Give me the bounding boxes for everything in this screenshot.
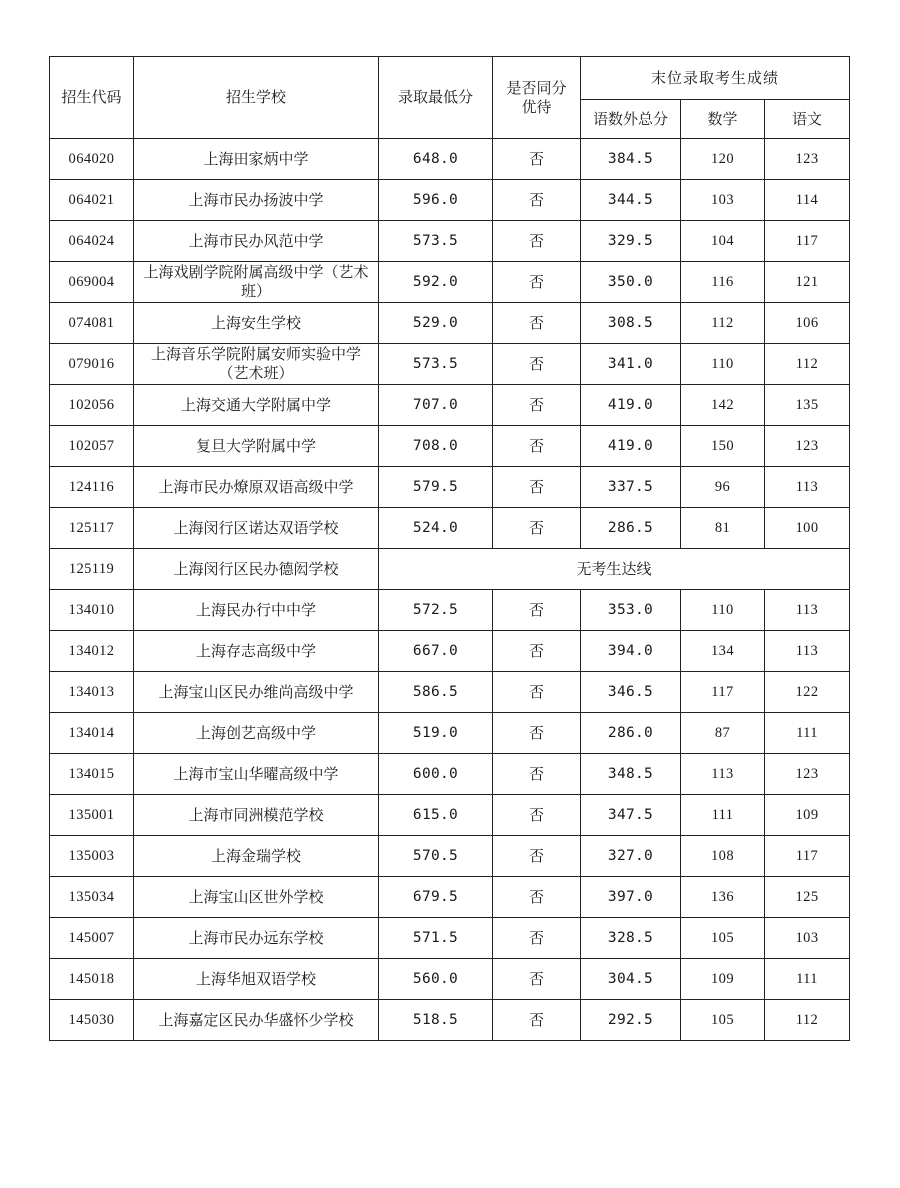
cell-min-score: 579.5 xyxy=(379,467,493,508)
table-header xyxy=(50,57,850,139)
cell-code: 135001 xyxy=(50,795,134,836)
cell-min-score: 600.0 xyxy=(379,754,493,795)
cell-math: 116 xyxy=(681,262,765,303)
cell-total-cme: 347.5 xyxy=(581,795,681,836)
cell-min-score: 518.5 xyxy=(379,1000,493,1041)
cell-chinese: 113 xyxy=(765,631,850,672)
cell-total-cme: 419.0 xyxy=(581,385,681,426)
cell-same-score-preference: 否 xyxy=(493,262,581,303)
cell-total-cme: 341.0 xyxy=(581,344,681,385)
header-code: 招生代码 xyxy=(50,57,134,139)
header-school: 招生学校 xyxy=(134,57,379,139)
cell-total-cme: 286.0 xyxy=(581,713,681,754)
cell-same-score-preference: 否 xyxy=(493,344,581,385)
cell-chinese: 121 xyxy=(765,262,850,303)
cell-chinese: 113 xyxy=(765,590,850,631)
cell-same-score-preference: 否 xyxy=(493,959,581,1000)
cell-code: 064021 xyxy=(50,180,134,221)
cell-same-score-preference: 否 xyxy=(493,754,581,795)
cell-same-score-preference: 否 xyxy=(493,385,581,426)
cell-same-score-preference: 否 xyxy=(493,672,581,713)
cell-same-score-preference: 否 xyxy=(493,180,581,221)
cell-school: 上海宝山区世外学校 xyxy=(134,877,379,918)
cell-chinese: 122 xyxy=(765,672,850,713)
cell-total-cme: 397.0 xyxy=(581,877,681,918)
cell-math: 142 xyxy=(681,385,765,426)
cell-same-score-preference: 否 xyxy=(493,918,581,959)
cell-min-score: 529.0 xyxy=(379,303,493,344)
table-row xyxy=(50,139,850,180)
table-row xyxy=(50,221,850,262)
admission-score-table xyxy=(49,56,850,1041)
cell-total-cme: 394.0 xyxy=(581,631,681,672)
cell-school: 上海嘉定区民办华盛怀少学校 xyxy=(134,1000,379,1041)
cell-math: 111 xyxy=(681,795,765,836)
cell-school: 上海交通大学附属中学 xyxy=(134,385,379,426)
cell-chinese: 106 xyxy=(765,303,850,344)
cell-code: 134014 xyxy=(50,713,134,754)
cell-math: 112 xyxy=(681,303,765,344)
table-row xyxy=(50,877,850,918)
table-row xyxy=(50,672,850,713)
cell-min-score: 573.5 xyxy=(379,344,493,385)
table-row xyxy=(50,836,850,877)
cell-code: 064020 xyxy=(50,139,134,180)
cell-total-cme: 384.5 xyxy=(581,139,681,180)
table-row xyxy=(50,467,850,508)
cell-same-score-preference: 否 xyxy=(493,795,581,836)
cell-code: 124116 xyxy=(50,467,134,508)
table-row xyxy=(50,426,850,467)
cell-same-score-preference: 否 xyxy=(493,508,581,549)
cell-chinese: 103 xyxy=(765,918,850,959)
cell-math: 110 xyxy=(681,590,765,631)
cell-math: 117 xyxy=(681,672,765,713)
cell-code: 134012 xyxy=(50,631,134,672)
cell-math: 103 xyxy=(681,180,765,221)
header-chinese: 语文 xyxy=(765,100,850,139)
header-last-admitted-group: 末位录取考生成绩 xyxy=(581,57,850,100)
cell-min-score: 708.0 xyxy=(379,426,493,467)
cell-code: 074081 xyxy=(50,303,134,344)
cell-same-score-preference: 否 xyxy=(493,590,581,631)
cell-math: 96 xyxy=(681,467,765,508)
cell-school: 上海市民办燎原双语高级中学 xyxy=(134,467,379,508)
cell-math: 109 xyxy=(681,959,765,1000)
cell-chinese: 123 xyxy=(765,426,850,467)
cell-chinese: 125 xyxy=(765,877,850,918)
cell-code: 134010 xyxy=(50,590,134,631)
cell-chinese: 100 xyxy=(765,508,850,549)
cell-total-cme: 348.5 xyxy=(581,754,681,795)
table-row xyxy=(50,631,850,672)
cell-school: 复旦大学附属中学 xyxy=(134,426,379,467)
cell-math: 87 xyxy=(681,713,765,754)
cell-chinese: 117 xyxy=(765,836,850,877)
header-math: 数学 xyxy=(681,100,765,139)
cell-code: 145018 xyxy=(50,959,134,1000)
cell-math: 136 xyxy=(681,877,765,918)
cell-school: 上海市民办远东学校 xyxy=(134,918,379,959)
table-row xyxy=(50,262,850,303)
cell-total-cme: 350.0 xyxy=(581,262,681,303)
cell-min-score: 519.0 xyxy=(379,713,493,754)
cell-same-score-preference: 否 xyxy=(493,836,581,877)
cell-min-score: 648.0 xyxy=(379,139,493,180)
cell-school: 上海田家炳中学 xyxy=(134,139,379,180)
cell-same-score-preference: 否 xyxy=(493,426,581,467)
cell-code: 145030 xyxy=(50,1000,134,1041)
cell-chinese: 113 xyxy=(765,467,850,508)
table-row xyxy=(50,303,850,344)
cell-total-cme: 327.0 xyxy=(581,836,681,877)
cell-math: 105 xyxy=(681,918,765,959)
table-row xyxy=(50,508,850,549)
cell-chinese: 109 xyxy=(765,795,850,836)
cell-total-cme: 353.0 xyxy=(581,590,681,631)
cell-total-cme: 419.0 xyxy=(581,426,681,467)
cell-school: 上海音乐学院附属安师实验中学（艺术班） xyxy=(134,344,379,385)
cell-school: 上海金瑞学校 xyxy=(134,836,379,877)
header-min-score: 录取最低分 xyxy=(379,57,493,139)
table-row xyxy=(50,959,850,1000)
cell-math: 113 xyxy=(681,754,765,795)
cell-school: 上海宝山区民办维尚高级中学 xyxy=(134,672,379,713)
cell-total-cme: 346.5 xyxy=(581,672,681,713)
cell-total-cme: 344.5 xyxy=(581,180,681,221)
cell-chinese: 117 xyxy=(765,221,850,262)
cell-code: 069004 xyxy=(50,262,134,303)
cell-chinese: 123 xyxy=(765,754,850,795)
cell-min-score: 572.5 xyxy=(379,590,493,631)
cell-math: 150 xyxy=(681,426,765,467)
table-row xyxy=(50,549,850,590)
cell-total-cme: 292.5 xyxy=(581,1000,681,1041)
cell-min-score: 560.0 xyxy=(379,959,493,1000)
cell-min-score: 596.0 xyxy=(379,180,493,221)
cell-chinese: 123 xyxy=(765,139,850,180)
cell-school: 上海华旭双语学校 xyxy=(134,959,379,1000)
cell-code: 125117 xyxy=(50,508,134,549)
cell-same-score-preference: 否 xyxy=(493,467,581,508)
cell-school: 上海民办行中中学 xyxy=(134,590,379,631)
header-same-score-preference xyxy=(493,57,581,139)
cell-school: 上海市民办风范中学 xyxy=(134,221,379,262)
cell-chinese: 112 xyxy=(765,344,850,385)
cell-math: 108 xyxy=(681,836,765,877)
cell-total-cme: 308.5 xyxy=(581,303,681,344)
cell-total-cme: 337.5 xyxy=(581,467,681,508)
cell-same-score-preference: 否 xyxy=(493,877,581,918)
cell-same-score-preference: 否 xyxy=(493,303,581,344)
cell-min-score: 667.0 xyxy=(379,631,493,672)
cell-chinese: 114 xyxy=(765,180,850,221)
cell-total-cme: 286.5 xyxy=(581,508,681,549)
cell-min-score: 524.0 xyxy=(379,508,493,549)
cell-math: 105 xyxy=(681,1000,765,1041)
cell-school: 上海市民办扬波中学 xyxy=(134,180,379,221)
cell-school: 上海市宝山华曜高级中学 xyxy=(134,754,379,795)
cell-math: 104 xyxy=(681,221,765,262)
cell-min-score: 586.5 xyxy=(379,672,493,713)
cell-total-cme: 328.5 xyxy=(581,918,681,959)
table-row xyxy=(50,344,850,385)
cell-school: 上海戏剧学院附属高级中学（艺术班） xyxy=(134,262,379,303)
cell-same-score-preference: 否 xyxy=(493,221,581,262)
cell-same-score-preference: 否 xyxy=(493,631,581,672)
table-row xyxy=(50,918,850,959)
cell-math: 134 xyxy=(681,631,765,672)
cell-code: 134013 xyxy=(50,672,134,713)
cell-same-score-preference: 否 xyxy=(493,1000,581,1041)
table-row xyxy=(50,795,850,836)
cell-code: 125119 xyxy=(50,549,134,590)
cell-min-score: 570.5 xyxy=(379,836,493,877)
cell-code: 134015 xyxy=(50,754,134,795)
cell-min-score: 573.5 xyxy=(379,221,493,262)
cell-min-score: 707.0 xyxy=(379,385,493,426)
cell-total-cme: 329.5 xyxy=(581,221,681,262)
cell-code: 064024 xyxy=(50,221,134,262)
cell-no-qualified-note: 无考生达线 xyxy=(379,549,850,590)
cell-code: 102056 xyxy=(50,385,134,426)
cell-min-score: 615.0 xyxy=(379,795,493,836)
table-row xyxy=(50,180,850,221)
table-row xyxy=(50,385,850,426)
table-body xyxy=(50,139,850,1041)
cell-math: 81 xyxy=(681,508,765,549)
cell-code: 102057 xyxy=(50,426,134,467)
header-same-score-preference-line1: 是否同分 xyxy=(506,78,567,97)
cell-same-score-preference: 否 xyxy=(493,139,581,180)
cell-math: 120 xyxy=(681,139,765,180)
table-row xyxy=(50,1000,850,1041)
cell-same-score-preference: 否 xyxy=(493,713,581,754)
cell-min-score: 679.5 xyxy=(379,877,493,918)
cell-chinese: 112 xyxy=(765,1000,850,1041)
cell-total-cme: 304.5 xyxy=(581,959,681,1000)
cell-code: 135003 xyxy=(50,836,134,877)
table-row xyxy=(50,754,850,795)
header-total-cme: 语数外总分 xyxy=(581,100,681,139)
cell-code: 079016 xyxy=(50,344,134,385)
cell-school: 上海创艺高级中学 xyxy=(134,713,379,754)
cell-school: 上海存志高级中学 xyxy=(134,631,379,672)
cell-chinese: 135 xyxy=(765,385,850,426)
cell-chinese: 111 xyxy=(765,713,850,754)
cell-school: 上海闵行区民办德闳学校 xyxy=(134,549,379,590)
cell-chinese: 111 xyxy=(765,959,850,1000)
table-row xyxy=(50,713,850,754)
cell-math: 110 xyxy=(681,344,765,385)
cell-min-score: 592.0 xyxy=(379,262,493,303)
cell-school: 上海市同洲模范学校 xyxy=(134,795,379,836)
cell-school: 上海闵行区诺达双语学校 xyxy=(134,508,379,549)
cell-school: 上海安生学校 xyxy=(134,303,379,344)
cell-code: 145007 xyxy=(50,918,134,959)
cell-min-score: 571.5 xyxy=(379,918,493,959)
header-same-score-preference-line2: 优待 xyxy=(521,97,552,116)
table-row xyxy=(50,590,850,631)
cell-code: 135034 xyxy=(50,877,134,918)
